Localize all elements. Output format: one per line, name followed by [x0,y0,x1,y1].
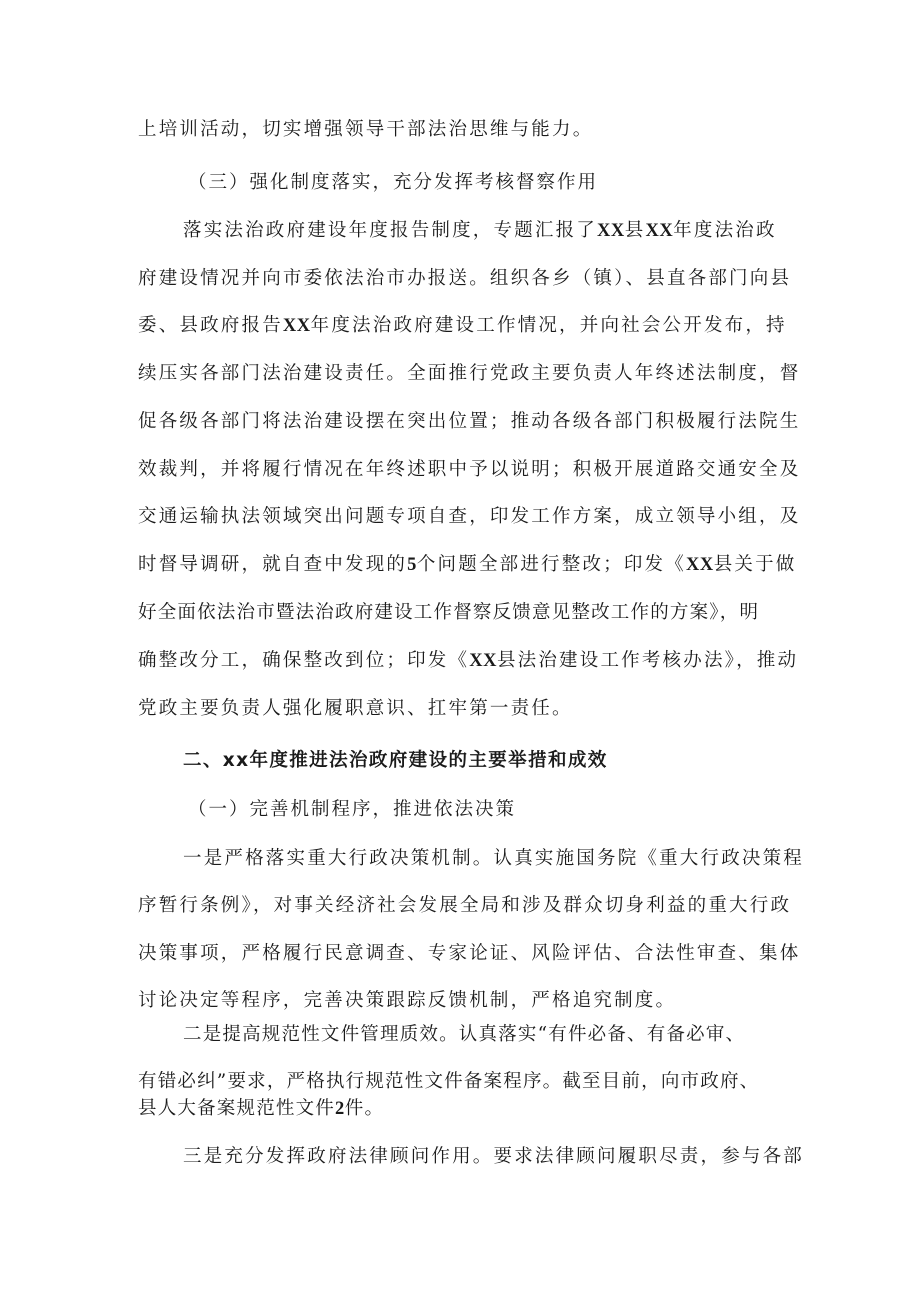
paragraph-line: 府建设情况并向市委依法治市办报送。组织各乡（镇）、县直各部门向县 [138,268,792,289]
subsection-heading-1: （一）完善机制程序，推进依法决策 [188,799,517,820]
paragraph-line: 交通运输执法领域突出问题专项自查，印发工作方案，成立领导小组，及 [138,506,801,527]
paragraph-line: 委、县政府报告XX年度法治政府建设工作情况，并向社会公开发布，持 [138,315,787,336]
paragraph-line: 序暂行条例》，对事关经济社会发展全局和涉及群众切身利益的重大行政 [138,895,792,916]
paragraph-line: 二是提高规范性文件管理质效。认真落实“有件必备、有备必审、 [183,1024,746,1045]
paragraph-line: 促各级各部门将法治建设摆在突出位置；推动各级各部门积极履行法院生 [138,411,801,432]
subsection-heading-3: （三）强化制度落实，充分发挥考核督察作用 [188,172,599,193]
paragraph-line: 时督导调研，就自查中发现的5个问题全部进行整改；印发《XX县关于做 [138,554,797,575]
paragraph-line: 讨论决定等程序，完善决策跟踪反馈机制，严格追究制度。 [138,990,677,1011]
paragraph-line: 党政主要负责人强化履职意识、扛牢第一责任。 [138,698,573,719]
paragraph-line: 决策事项，严格履行民意调查、专家论证、风险评估、合法性审查、集体 [138,943,801,964]
paragraph-line: 落实法治政府建设年度报告制度，专题汇报了XX县XX年度法治政 [183,220,777,241]
paragraph-line: 上培训活动，切实增强领导干部法治思维与能力。 [138,119,594,140]
paragraph-line: 续压实各部门法治建设责任。全面推行党政主要负责人年终述法制度，督 [138,363,801,384]
section-heading-2: 二、xx年度推进法治政府建设的主要举措和成效 [183,750,608,771]
paragraph-line: 效裁判，并将履行情况在年终述职中予以说明；积极开展道路交通安全及 [138,459,801,480]
paragraph-line: 三是充分发挥政府法律顾问作用。要求法律顾问履职尽责，参与各部 [183,1146,805,1167]
paragraph-line: 好全面依法治市暨法治政府建设工作督察反馈意见整改工作的方案》，明 [138,602,760,623]
paragraph-line: 确整改分工，确保整改到位；印发《XX县法治建设工作考核办法》，推动 [138,650,799,671]
paragraph-line: 县人大备案规范性文件2件。 [138,1098,385,1119]
paragraph-line: 一是严格落实重大行政决策机制。认真实施国务院《重大行政决策程 [183,848,805,869]
paragraph-line: 有错必纠”要求，严格执行规范性文件备案程序。截至目前，向市政府、 [138,1071,760,1092]
